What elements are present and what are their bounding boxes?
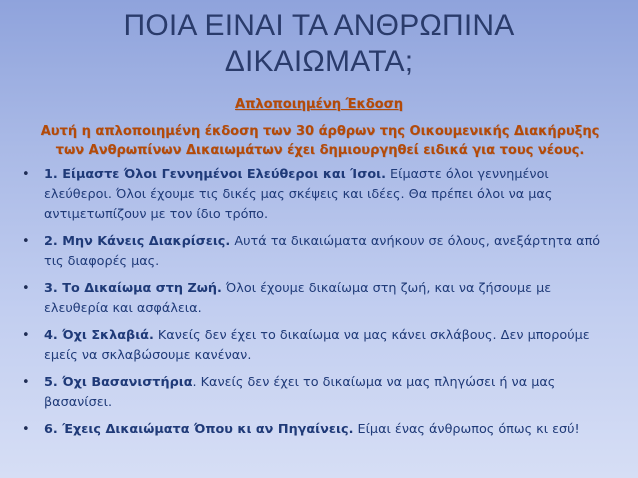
- bullet-icon: •: [22, 234, 30, 249]
- right-item-5: [18, 373, 614, 413]
- bullet-icon: •: [22, 281, 30, 296]
- rights-list: [18, 165, 614, 447]
- right-title: 5. Όχι Βασανιστήρια: [44, 375, 193, 390]
- right-item-2: [18, 232, 614, 272]
- right-title: 4. Όχι Σκλαβιά.: [44, 328, 154, 343]
- bullet-icon: •: [22, 167, 30, 182]
- slide-title-line-2: ΔΙΚΑΙΩΜΑΤΑ;: [224, 45, 414, 78]
- right-text: Είμαι ένας άνθρωπος όπως κι εσύ!: [353, 422, 580, 437]
- right-item-6: [18, 420, 614, 440]
- intro-paragraph: Αυτή η απλοποιημένη έκδοση των 30 άρθρων της Οικουμενικής Διακήρυξης των Ανθρωπίνων Δικαιωμάτων έχει δημιουργηθεί ειδικά για τους νέους.: [40, 124, 600, 158]
- right-title: 2. Μην Κάνεις Διακρίσεις.: [44, 234, 231, 249]
- right-item-3: [18, 279, 614, 319]
- right-text: Αυτά τα δικαιώματα ανήκουν σε όλους, ανεξάρτητα από τις διαφορές μας.: [44, 234, 601, 269]
- right-title: 1. Είμαστε Όλοι Γεννημένοι Ελεύθεροι και Ίσοι.: [44, 167, 386, 182]
- slide-title-line-1: ΠΟΙΑ ΕΙΝΑΙ ΤΑ ΑΝΘΡΩΠΙΝΑ: [123, 9, 515, 42]
- slide-title: [40, 8, 598, 80]
- bullet-icon: •: [22, 422, 30, 437]
- right-text: . Κανείς δεν έχει το δικαίωμα να μας πληγώσει ή να μας βασανίσει.: [44, 375, 556, 410]
- right-item-1: [18, 165, 614, 225]
- right-text: Όλοι έχουμε δικαίωμα στη ζωή, και να ζήσουμε με ελευθερία και ασφάλεια.: [44, 281, 552, 316]
- bullet-icon: •: [22, 328, 30, 343]
- right-text: Είμαστε όλοι γεννημένοι ελεύθεροι. Όλοι έχουμε τις δικές μας σκέψεις και ιδέες. Θα πρέπει όλοι να μας αντιμετωπίζουν με τον ίδιο τρόπο.: [44, 167, 553, 222]
- right-text: Κανείς δεν έχει το δικαίωμα να μας κάνει σκλάβους. Δεν μπορούμε εμείς να σκλαβώσουμε κανέναν.: [44, 328, 590, 363]
- bullet-icon: •: [22, 375, 30, 390]
- right-item-4: [18, 326, 614, 366]
- right-title: 3. Το Δικαίωμα στη Ζωή.: [44, 281, 222, 296]
- right-title: 6. Έχεις Δικαιώματα Όπου κι αν Πηγαίνεις.: [44, 422, 354, 437]
- slide-subtitle: Απλοποιημένη Έκδοση: [235, 97, 403, 112]
